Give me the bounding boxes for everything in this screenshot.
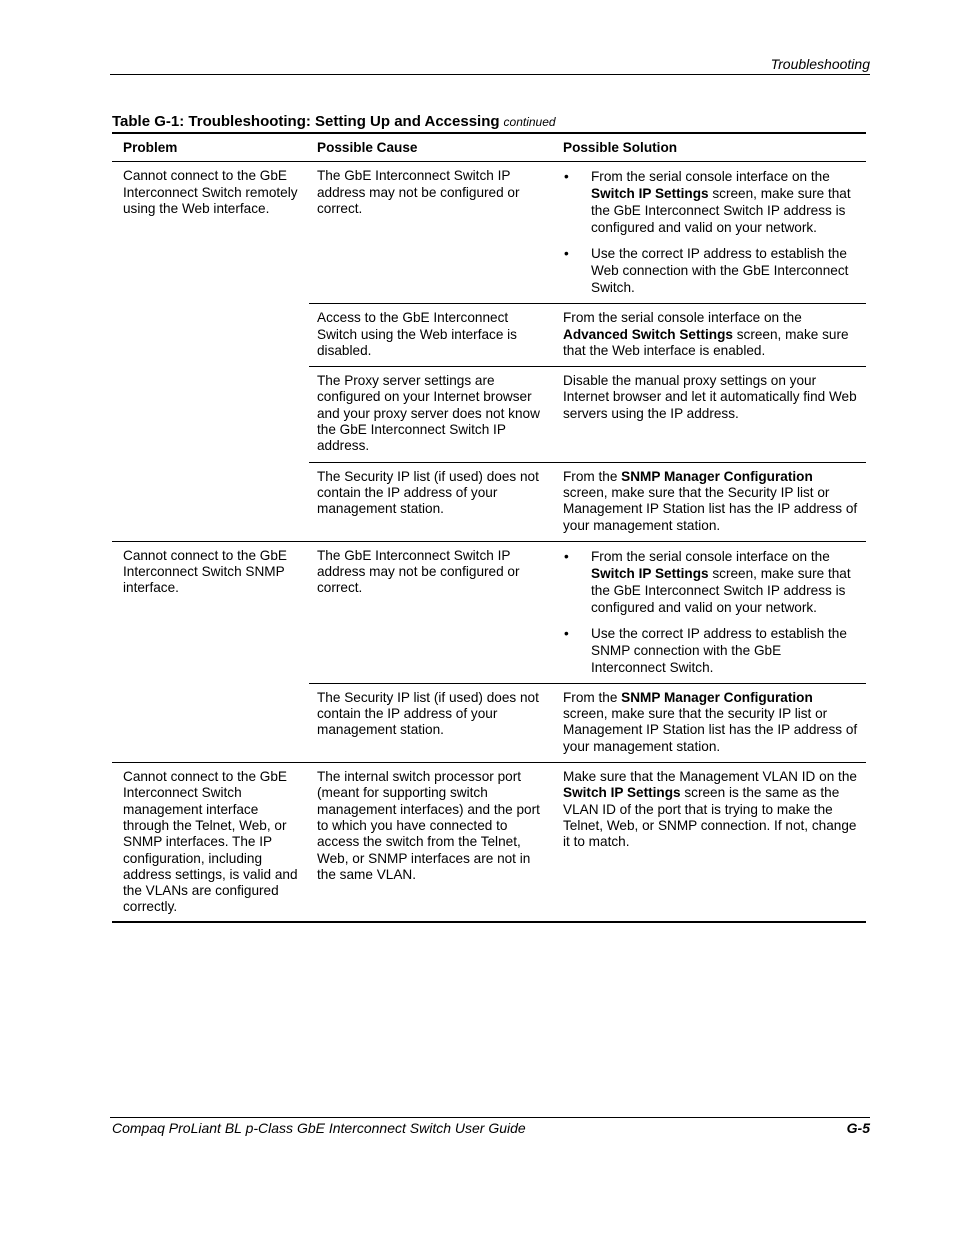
list-item: • From the serial console interface on the Switch IP Settings screen, make sure that the GbE Interconnect Switch IP address is configured and valid on your network. xyxy=(564,548,851,615)
header-rule xyxy=(110,74,870,75)
cause-cell: The Proxy server settings are configured on your Internet browser and your proxy server does not know the GbE Interconnect Switch IP address. xyxy=(309,367,555,462)
solution-cell: Make sure that the Management VLAN ID on the Switch IP Settings screen is the same as the VLAN ID of the port that is trying to make the Telnet, Web, or SNMP connection. If not, change it to match. xyxy=(555,763,866,922)
problem-cell: Cannot connect to the GbE Interconnect Switch SNMP interface. xyxy=(112,541,309,762)
problem-cell: Cannot connect to the GbE Interconnect Switch remotely using the Web interface. xyxy=(112,162,309,542)
column-header-solution: Possible Solution xyxy=(555,133,866,162)
table-row xyxy=(112,763,866,922)
cause-cell: The internal switch processor port (meant for supporting switch management interfaces) and the port to which you have connected to access the switch from the Telnet, Web, or SNMP interfaces are not in the same VLAN. xyxy=(309,763,555,922)
bullet-icon: • xyxy=(564,246,569,262)
cause-cell: The GbE Interconnect Switch IP address may not be configured or correct. xyxy=(309,541,555,683)
solution-cell: Disable the manual proxy settings on your Internet browser and let it automatically find Web servers using the IP address. xyxy=(555,367,866,462)
problem-cell: Cannot connect to the GbE Interconnect Switch management interface through the Telnet, Web, or SNMP interfaces. The IP configuration, including address settings, is valid and the VLANs are configured correctly. xyxy=(112,763,309,922)
bullet-icon: • xyxy=(564,548,569,564)
bullet-icon: • xyxy=(564,625,569,641)
running-header: Troubleshooting xyxy=(770,56,870,72)
cause-cell: The Security IP list (if used) does not contain the IP address of your management station. xyxy=(309,462,555,541)
list-item: • Use the correct IP address to establish the SNMP connection with the GbE Interconnect Switch. xyxy=(564,625,847,675)
page-number: G-5 xyxy=(846,1120,870,1136)
solution-cell xyxy=(555,162,866,304)
footer-rule xyxy=(110,1117,870,1118)
bullet-icon: • xyxy=(564,169,569,185)
column-header-problem: Problem xyxy=(112,133,309,162)
solution-cell xyxy=(555,541,866,683)
cause-cell: The GbE Interconnect Switch IP address may not be configured or correct. xyxy=(309,162,555,304)
solution-cell: From the serial console interface on the Advanced Switch Settings screen, make sure that the Web interface is enabled. xyxy=(555,304,866,367)
troubleshooting-table xyxy=(112,132,866,923)
solution-bullet-list xyxy=(563,168,858,296)
table-row xyxy=(112,541,866,683)
solution-cell: From the SNMP Manager Configuration screen, make sure that the Security IP list or Management IP Station list has the IP address of your management station. xyxy=(555,462,866,541)
table-title xyxy=(112,113,556,130)
list-item: • From the serial console interface on the Switch IP Settings screen, make sure that the GbE Interconnect Switch IP address is configured and valid on your network. xyxy=(564,169,851,236)
solution-cell: From the SNMP Manager Configuration screen, make sure that the security IP list or Management IP Station list has the IP address of your management station. xyxy=(555,683,866,762)
solution-bullet-list xyxy=(563,548,858,676)
table-title-text: Table G-1: Troubleshooting: Setting Up and Accessing xyxy=(112,113,500,130)
column-header-cause: Possible Cause xyxy=(309,133,555,162)
table-continued-label: continued xyxy=(503,115,556,129)
cause-cell: The Security IP list (if used) does not contain the IP address of your management station. xyxy=(309,683,555,762)
footer-document-title: Compaq ProLiant BL p-Class GbE Interconnect Switch User Guide xyxy=(112,1120,526,1136)
cause-cell: Access to the GbE Interconnect Switch using the Web interface is disabled. xyxy=(309,304,555,367)
list-item: • Use the correct IP address to establish the Web connection with the GbE Interconnect Switch. xyxy=(564,246,849,296)
table-header-row xyxy=(112,133,866,162)
table-row xyxy=(112,162,866,304)
